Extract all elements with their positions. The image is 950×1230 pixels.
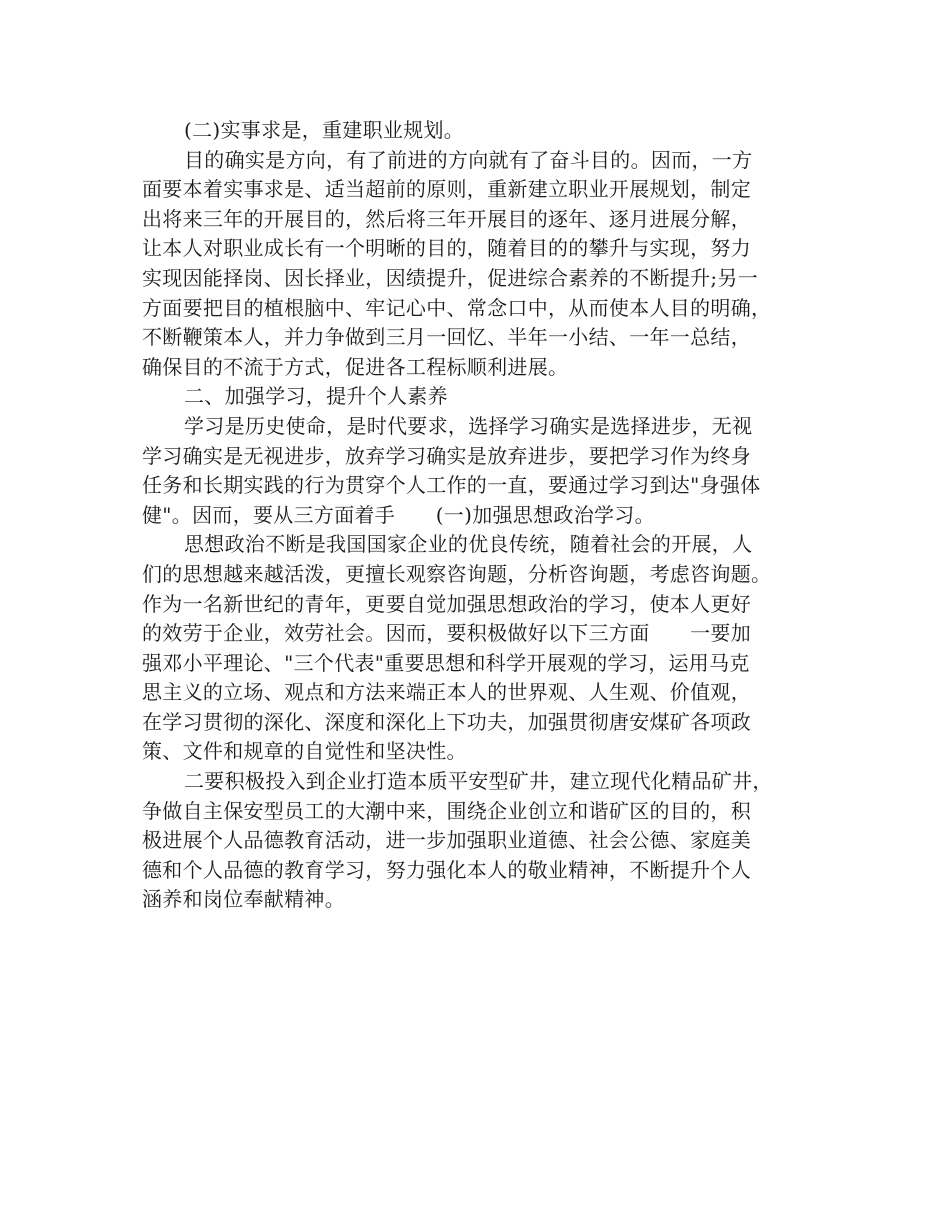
text-line: 思主义的立场、观点和方法来端正本人的世界观、人生观、价值观， (142, 680, 751, 705)
text-line: 思想政治不断是我国国家企业的优良传统，随着社会的开展，人 (184, 532, 753, 557)
text-line: 确保目的不流于方式，促进各工程标顺利进展。 (142, 354, 569, 379)
text-line: 不断鞭策本人，并力争做到三月一回忆、半年一小结、一年一总结， (142, 325, 751, 350)
text-line: 强邓小平理论、"三个代表"重要思想和科学开展观的学习，运用马克 (142, 650, 750, 675)
text-line: 面要本着实事求是、适当超前的原则，重新建立职业开展规划，制定 (142, 177, 751, 202)
text-line: 德和个人品德的教育学习，努力强化本人的敬业精神，不断提升个人 (142, 857, 751, 882)
text-line: 任务和长期实践的行为贯穿个人工作的一直，要通过学习到达"身强体 (142, 473, 761, 498)
section-heading: 二、加强学习，提升个人素养 (184, 384, 448, 409)
text-line: 出将来三年的开展目的，然后将三年开展目的逐年、逐月进展分解， (142, 206, 751, 231)
text-line: 涵养和岗位奉献精神。 (142, 887, 345, 912)
text-line: 的效劳于企业，效劳社会。因而，要积极做好以下三方面 一要加 (142, 621, 751, 646)
document-body (142, 116, 822, 915)
text-line: 健"。因而，要从三方面着手 (一)加强思想政治学习。 (142, 502, 655, 527)
text-line: 让本人对职业成长有一个明晰的目的，随着目的的攀升与实现，努力 (142, 236, 751, 261)
text-line: 方面要把目的植根脑中、牢记心中、常念口中，从而使本人目的明确， (142, 295, 772, 320)
text-line: 极进展个人品德教育活动，进一步加强职业道德、社会公德、家庭美 (142, 828, 751, 853)
text-line: 学习是历史使命，是时代要求，选择学习确实是选择进步，无视 (184, 413, 753, 438)
text-line: 在学习贯彻的深化、深度和深化上下功夫，加强贯彻唐安煤矿各项政 (142, 709, 751, 734)
text-line: 争做自主保安型员工的大潮中来，围绕企业创立和谐矿区的目的，积 (142, 798, 751, 823)
text-line: 作为一名新世纪的青年，更要自觉加强思想政治的学习，使本人更好 (142, 591, 751, 616)
text-line: (二)实事求是，重建职业规划。 (184, 118, 465, 142)
text-line: 学习确实是无视进步，放弃学习确实是放弃进步，要把学习作为终身 (142, 443, 751, 468)
text-line: 们的思想越来越活泼，更擅长观察咨询题，分析咨询题，考虑咨询题。 (142, 561, 772, 586)
text-line: 二要积极投入到企业打造本质平安型矿井，建立现代化精品矿井， (184, 769, 773, 794)
text-line: 目的确实是方向，有了前进的方向就有了奋斗目的。因而，一方 (184, 147, 753, 172)
text-line: 实现因能择岗、因长择业，因绩提升，促进综合素养的不断提升;另一 (142, 265, 759, 290)
text-line: 策、文件和规章的自觉性和坚决性。 (142, 739, 467, 764)
